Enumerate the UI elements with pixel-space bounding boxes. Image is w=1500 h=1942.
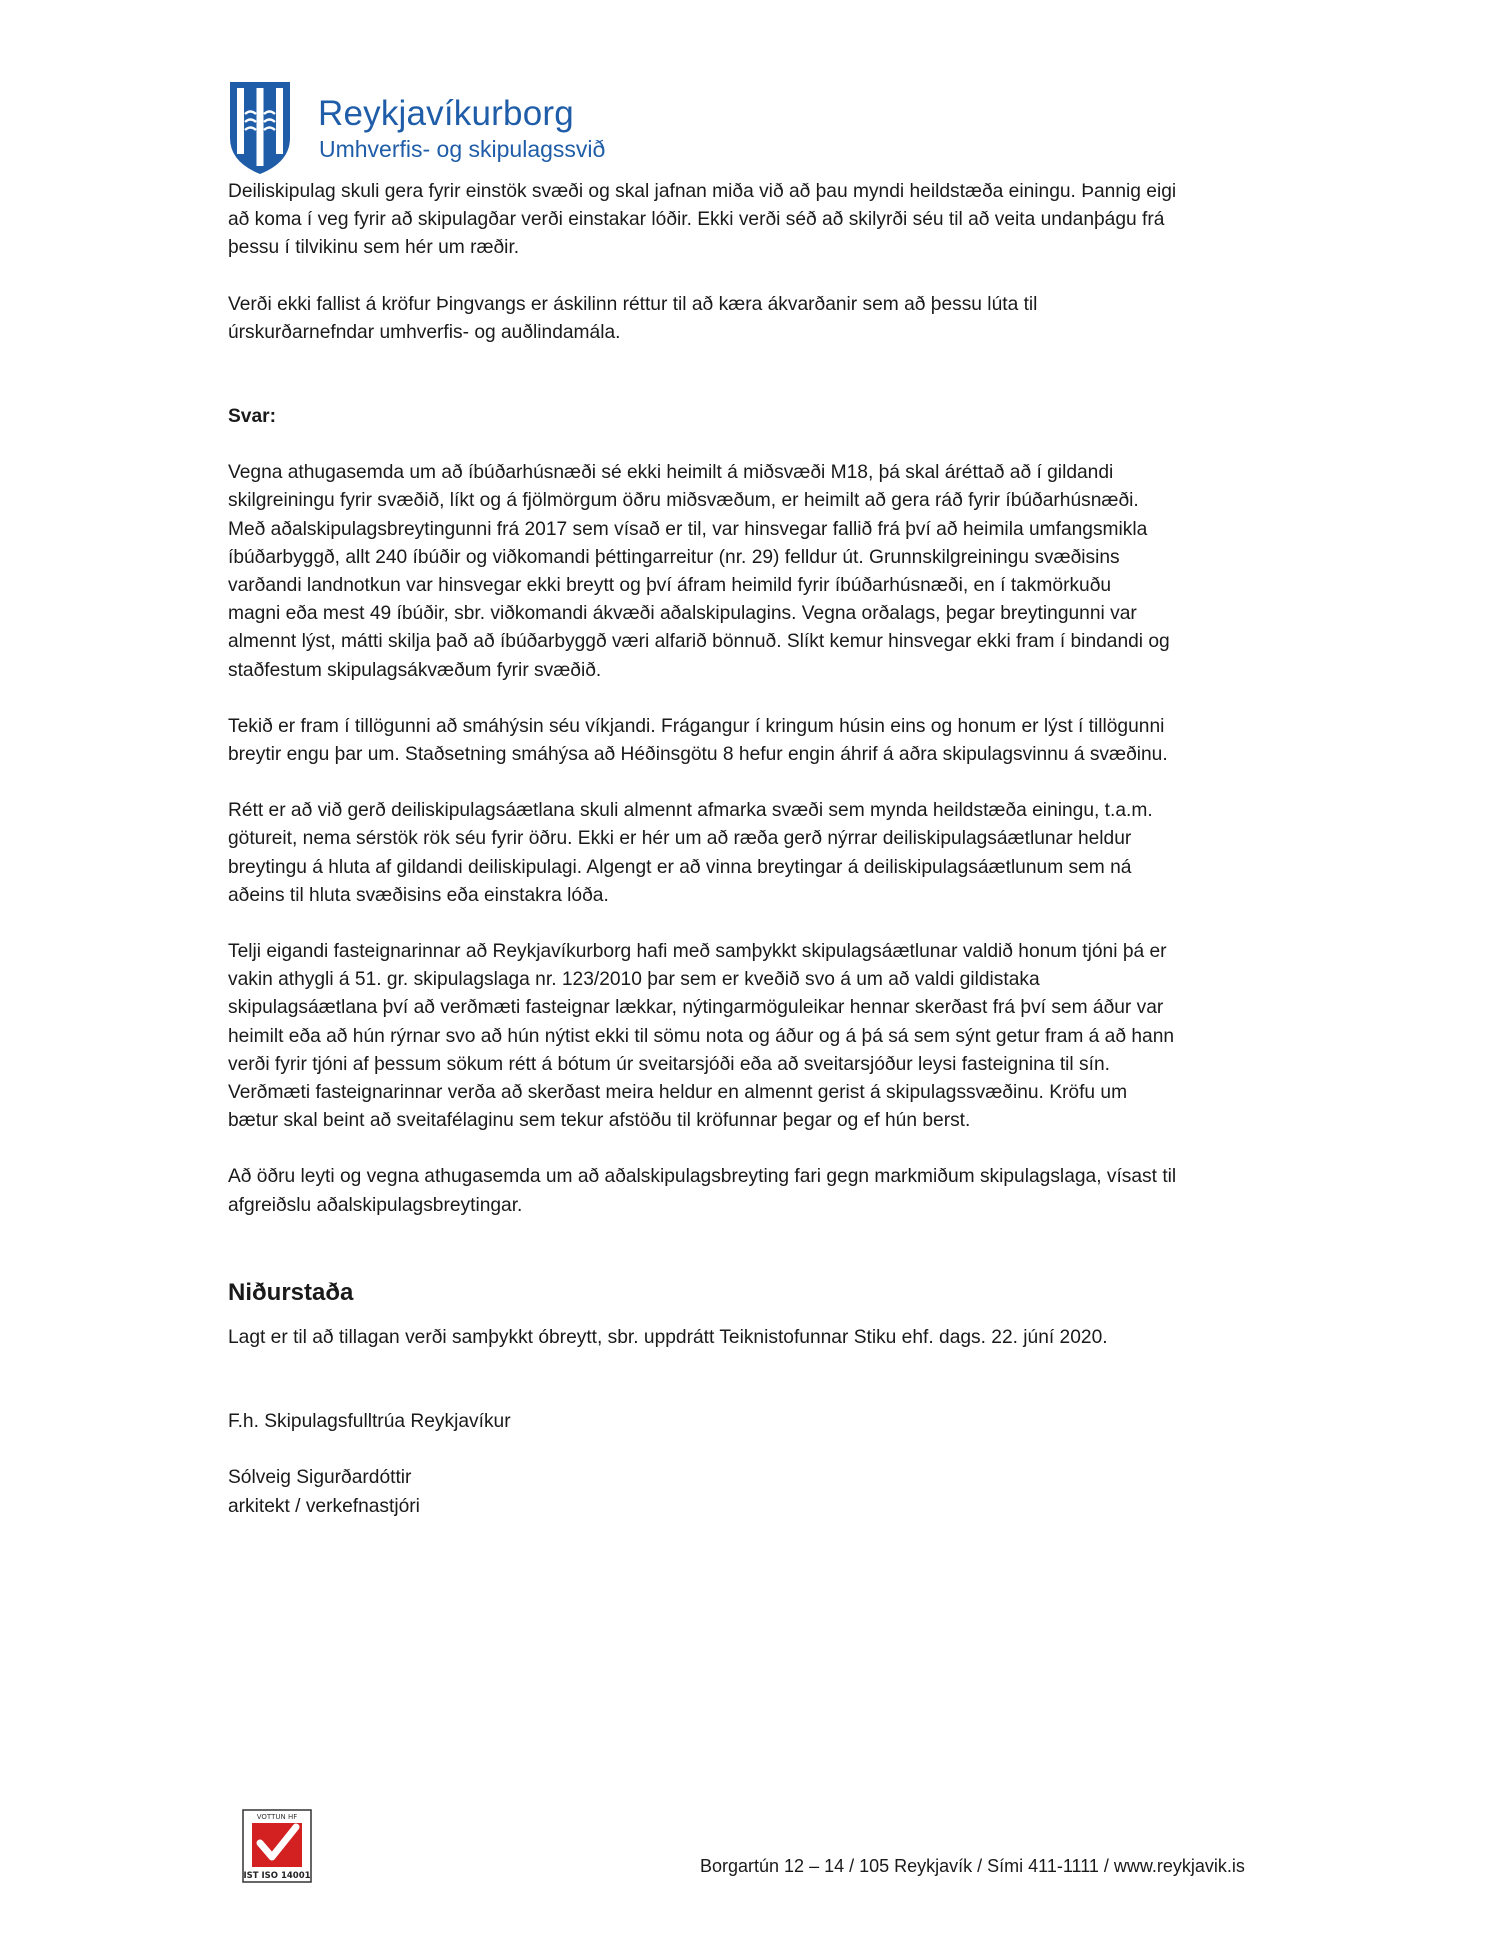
iso-certification-logo xyxy=(242,1809,312,1883)
letter-body xyxy=(228,178,1288,1521)
paragraph-3: Vegna athugasemda um að íbúðarhúsnæði sé ekki heimilt á miðsvæði M18, þá skal áréttað að í gildandi skilgreiningu fyrir svæðið, líkt og á fjölmörgum öðru miðsvæðum, er heimilt að gera ráð fyrir íbúðarhúsnæði. Með aðalskipulagsbreytingunni frá 2017 sem vísað er til, var hinsvegar fallið frá því að heimila umfangsmikla íbúðarbyggð, allt 240 íbúðir og viðkomandi þéttingarreitur (nr. 29) felldur út. Grunnskilgreiningu svæðisins varðandi landnotkun var hinsvegar ekki breytt og því áfram heimild fyrir íbúðarhúsnæði, en í takmörkuðu magni eða mest 49 íbúðir, sbr. viðkomandi ákvæði aðalskipulagins. Vegna orðalags, þegar breytingunni var almennt lýst, mátti skilja það að íbúðarbyggð væri alfarið bönnuð. Slíkt kemur hinsvegar ekki fram í bindandi og staðfestum skipulagsákvæðum fyrir svæðið. xyxy=(228,462,1170,681)
paragraph-5: Rétt er að við gerð deiliskipulagsáætlana skuli almennt afmarka svæði sem mynda heildstæða einingu, t.a.m. götureit, nema sérstök rök séu fyrir öðru. Ekki er hér um að ræða gerð nýrrar deiliskipulagsáætlunar heldur breytingu á hluta af gildandi deiliskipulagi. Algengt er að vinna breytingar á deiliskipulagsáætlunum sem ná aðeins til hluta svæðisins eða einstakra lóða. xyxy=(228,800,1153,906)
paragraph-4: Tekið er fram í tillögunni að smáhýsin séu víkjandi. Frágangur í kringum húsin eins og honum er lýst í tillögunni breytir engu þar um. Staðsetning smáhýsa að Héðinsgötu 8 hefur engin áhrif á aðra skipulagsvinnu á svæðinu. xyxy=(228,715,1168,766)
reykjavik-crest-logo xyxy=(228,80,292,176)
paragraph-1: Deiliskipulag skuli gera fyrir einstök svæði og skal jafnan miða við að þau myndi heildstæða einingu. Þannig eigi að koma í veg fyrir að skipulagðar verði einstakar lóðir. Ekki verði séð að skilyrði séu til að veita undanþágu frá þessu í tilvikinu sem hér um ræðir. xyxy=(228,181,1177,259)
cert-bottom-label: IST ISO 14001 xyxy=(243,1871,311,1881)
signature-title: arkitekt / verkefnastjóri xyxy=(228,1495,420,1517)
cert-top-label: VOTTUN HF xyxy=(256,1813,298,1821)
signature-name: Sólveig Sigurðardóttir xyxy=(228,1467,412,1489)
answer-label: Svar: xyxy=(228,406,276,428)
conclusion-text: Lagt er til að tillagan verði samþykkt óbreytt, sbr. uppdrátt Teiknistofunnar Stiku ehf. dags. 22. júní 2020. xyxy=(228,1326,1108,1348)
signature-on-behalf: F.h. Skipulagsfulltrúa Reykjavíkur xyxy=(228,1411,511,1433)
paragraph-7: Að öðru leyti og vegna athugasemda um að aðalskipulagsbreyting fari gegn markmiðum skipulagslaga, vísast til afgreiðslu aðalskipulagsbreytingar. xyxy=(228,1166,1177,1216)
paragraph-6: Telji eigandi fasteignarinnar að Reykjavíkurborg hafi með samþykkt skipulagsáætlunar valdið honum tjóni þá er vakin athygli á 51. gr. skipulagslaga nr. 123/2010 þar sem er kveðið svo á um að valdi gildistaka skipulagsáætlana því að verðmæti fasteignar lækkar, nýtingarmöguleikar hennar skerðast frá því sem áður var heimilt eða að hún rýrnar svo að hún nýtist ekki til sömu nota og áður og á þá sá sem sýnt getur fram á að hann verði fyrir tjóni af þessum sökum rétt á bótum úr sveitarsjóði eða að sveitarsjóður leysi fasteignina til sín. Verðmæti fasteignarinnar verða að skerðast meira heldur en almennt gerist á skipulagssvæðinu. Kröfu um bætur skal beint að sveitafélaginu sem tekur afstöðu til kröfunnar þegar og ef hún berst. xyxy=(228,941,1175,1132)
organization-name: Reykjavíkurborg xyxy=(318,94,574,133)
letterhead xyxy=(228,80,728,180)
department-name: Umhverfis- og skipulagssvið xyxy=(319,136,606,162)
paragraph-2: Verði ekki fallist á kröfur Þingvangs er áskilinn réttur til að kæra ákvarðanir sem að þessu lúta til úrskurðarnefndar umhverfis- og auðlindamála. xyxy=(228,293,1038,343)
conclusion-heading: Niðurstaða xyxy=(228,1278,354,1306)
footer-address: Borgartún 12 – 14 / 105 Reykjavík / Sími 411-1111 / www.reykjavik.is xyxy=(700,1856,1245,1876)
